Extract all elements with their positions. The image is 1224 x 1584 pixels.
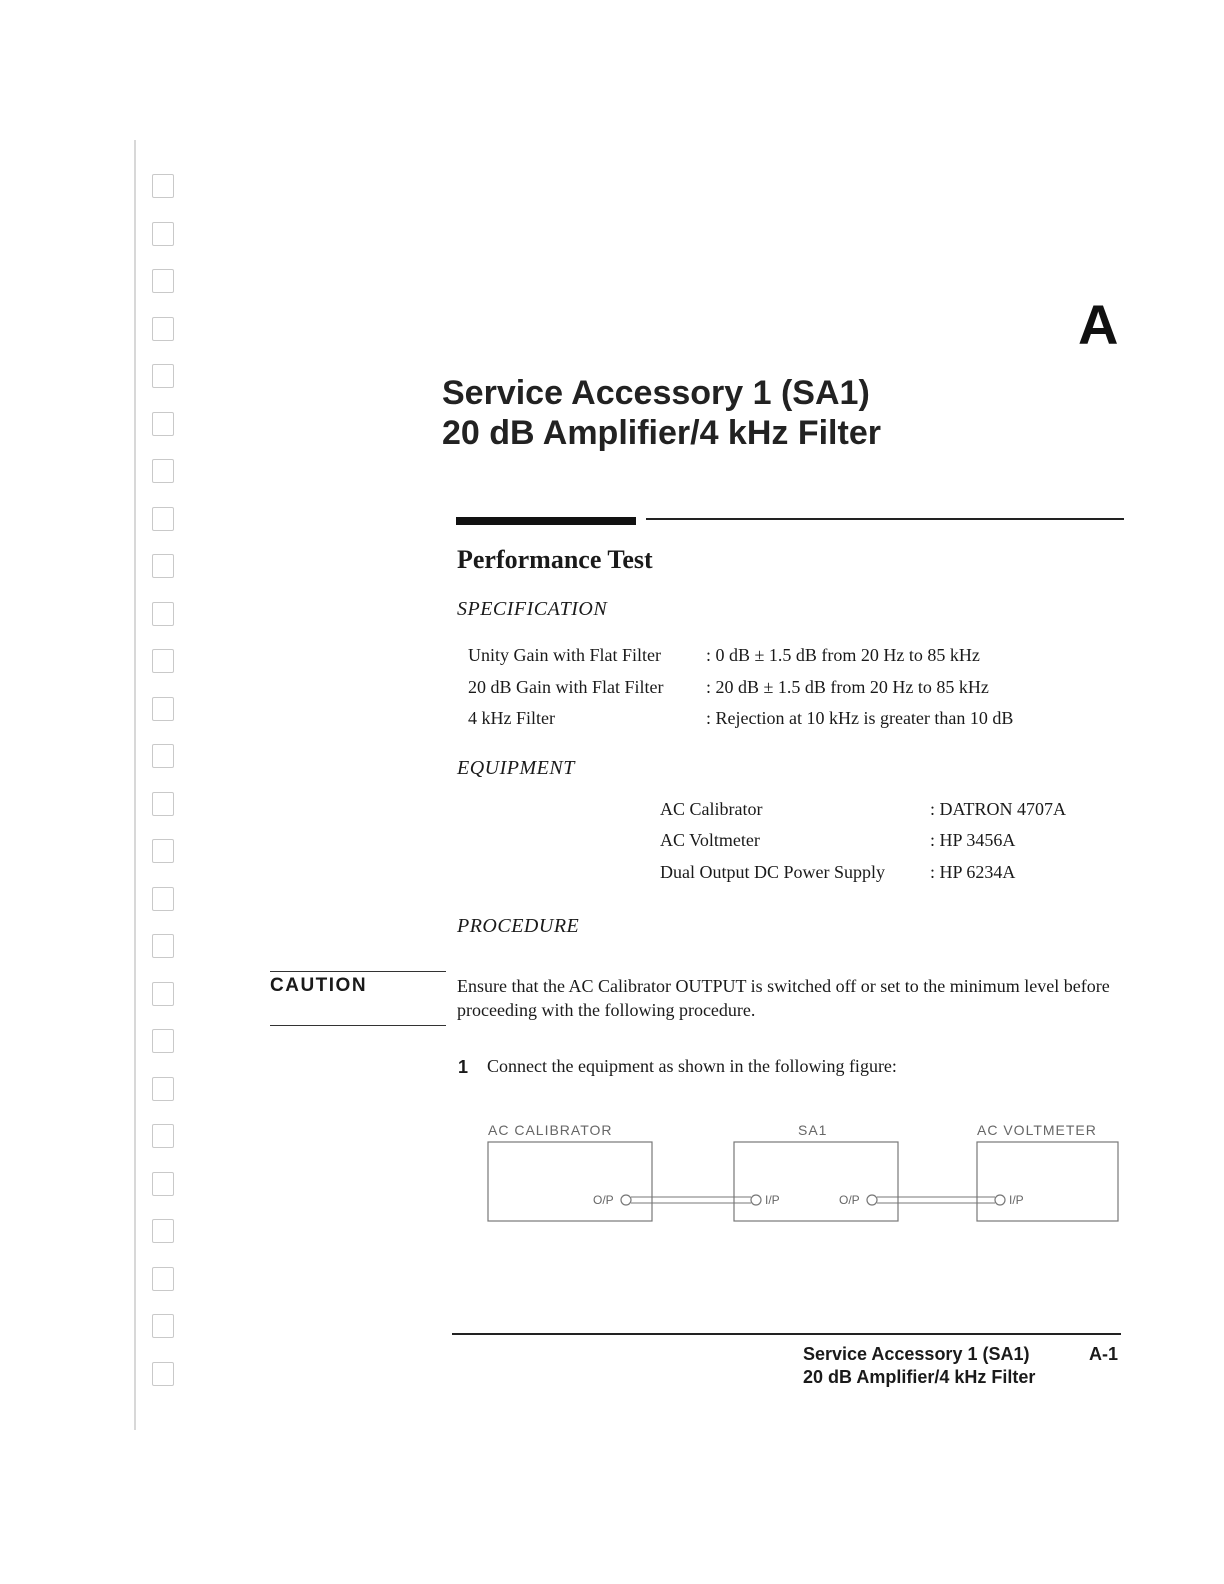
binder-hole xyxy=(152,602,174,626)
equipment-label: Dual Output DC Power Supply xyxy=(660,862,885,882)
calibrator-output-connector xyxy=(621,1195,631,1205)
chapter-letter: A xyxy=(1078,293,1119,356)
binder-hole xyxy=(152,222,174,246)
connection-diagram xyxy=(480,1112,1124,1228)
voltmeter-input-connector xyxy=(995,1195,1005,1205)
binder-hole xyxy=(152,412,174,436)
section-rule-thin xyxy=(646,518,1124,520)
binder-hole xyxy=(152,1219,174,1243)
sa1-output-port-label: O/P xyxy=(839,1193,860,1207)
binder-hole xyxy=(152,887,174,911)
section-rule-thick xyxy=(456,517,636,525)
page-number: A-1 xyxy=(1089,1344,1119,1364)
binder-hole xyxy=(152,1124,174,1148)
caution-rule-bottom xyxy=(270,1025,446,1026)
binder-margin-line xyxy=(134,140,136,1430)
caution-rule-top xyxy=(270,971,446,972)
voltmeter-label: AC VOLTMETER xyxy=(977,1122,1097,1138)
footer-title-line-2: 20 dB Amplifier/4 kHz Filter xyxy=(803,1367,1036,1387)
binder-hole xyxy=(152,1172,174,1196)
binder-hole xyxy=(152,1077,174,1101)
spec-value: : 0 dB ± 1.5 dB from 20 Hz to 85 kHz xyxy=(706,645,980,665)
footer-title-line-1: Service Accessory 1 (SA1) xyxy=(803,1344,1030,1364)
binder-hole xyxy=(152,459,174,483)
binder-hole xyxy=(152,649,174,673)
procedure-heading: PROCEDURE xyxy=(457,915,580,937)
binder-hole xyxy=(152,269,174,293)
footer-rule xyxy=(452,1333,1121,1335)
step-number: 1 xyxy=(458,1057,469,1077)
binder-hole xyxy=(152,317,174,341)
sa1-box xyxy=(734,1142,898,1221)
binder-hole xyxy=(152,934,174,958)
equipment-label: AC Voltmeter xyxy=(660,830,760,850)
spec-value: : 20 dB ± 1.5 dB from 20 Hz to 85 kHz xyxy=(706,677,989,697)
equipment-heading: EQUIPMENT xyxy=(457,757,575,779)
voltmeter-box xyxy=(977,1142,1118,1221)
spec-label: Unity Gain with Flat Filter xyxy=(468,645,661,665)
equipment-label: AC Calibrator xyxy=(660,799,763,819)
calibrator-label: AC CALIBRATOR xyxy=(488,1122,613,1138)
binder-hole xyxy=(152,507,174,531)
binder-hole xyxy=(152,174,174,198)
page-title-line-1: Service Accessory 1 (SA1) xyxy=(442,374,870,412)
binder-hole xyxy=(152,1362,174,1386)
binder-hole xyxy=(152,364,174,388)
binder-hole xyxy=(152,1314,174,1338)
section-heading: Performance Test xyxy=(457,545,653,574)
sa1-input-connector xyxy=(751,1195,761,1205)
binder-hole xyxy=(152,554,174,578)
binder-hole xyxy=(152,1267,174,1291)
calibrator-output-port-label: O/P xyxy=(593,1193,614,1207)
caution-text: Ensure that the AC Calibrator OUTPUT is switched off or set to the minimum level before proceeding with the following procedure. xyxy=(457,976,1110,1020)
binder-hole xyxy=(152,697,174,721)
equipment-value: : DATRON 4707A xyxy=(930,799,1067,819)
sa1-label: SA1 xyxy=(798,1122,828,1138)
sa1-output-connector xyxy=(867,1195,877,1205)
binder-hole xyxy=(152,744,174,768)
binder-hole xyxy=(152,792,174,816)
caution-label: CAUTION xyxy=(270,975,368,996)
binder-hole xyxy=(152,982,174,1006)
spec-label: 4 kHz Filter xyxy=(468,708,555,728)
page-title-line-2: 20 dB Amplifier/4 kHz Filter xyxy=(442,414,881,452)
specification-heading: SPECIFICATION xyxy=(457,598,608,620)
voltmeter-input-port-label: I/P xyxy=(1009,1193,1024,1207)
spec-value: : Rejection at 10 kHz is greater than 10 dB xyxy=(706,708,1014,728)
equipment-value: : HP 6234A xyxy=(930,862,1016,882)
binder-hole xyxy=(152,1029,174,1053)
calibrator-box xyxy=(488,1142,652,1221)
binder-hole xyxy=(152,839,174,863)
equipment-value: : HP 3456A xyxy=(930,830,1016,850)
spec-label: 20 dB Gain with Flat Filter xyxy=(468,677,664,697)
step-text: Connect the equipment as shown in the following figure: xyxy=(487,1056,897,1076)
sa1-input-port-label: I/P xyxy=(765,1193,780,1207)
